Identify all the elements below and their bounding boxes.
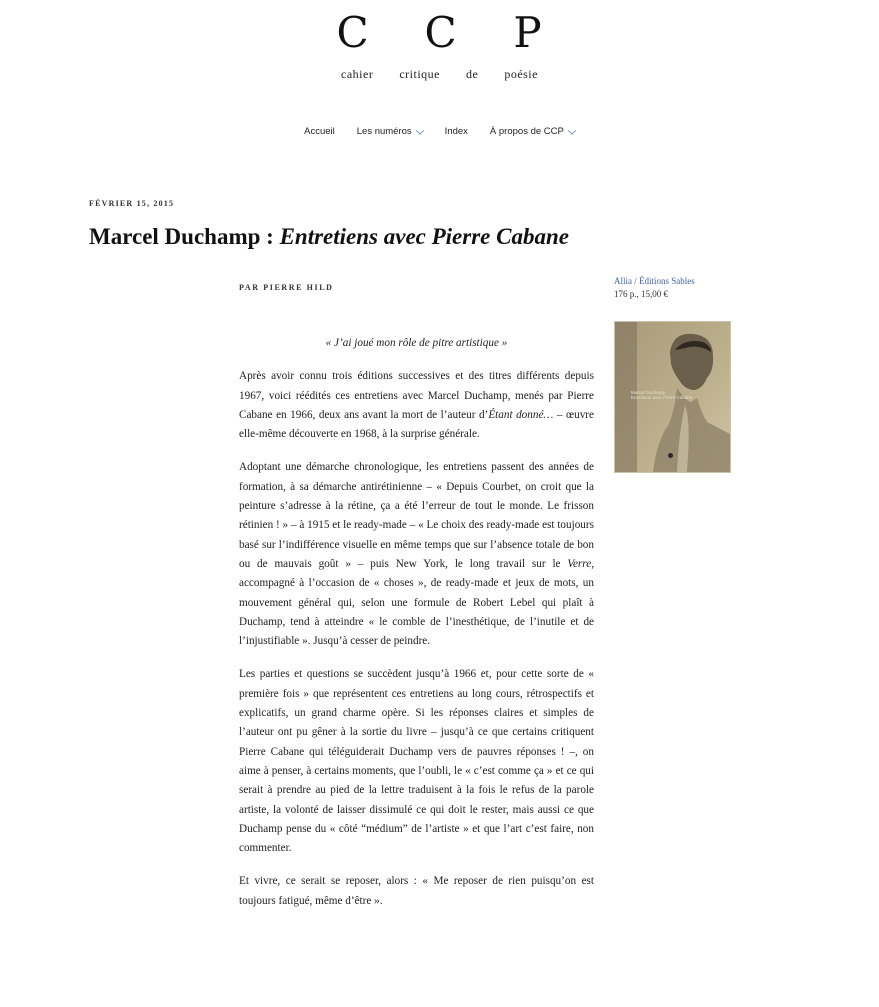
post-title-italic: Entretiens avec Pierre Cabane xyxy=(279,224,569,249)
nav-item-les-numeros[interactable] xyxy=(357,126,423,137)
chevron-down-icon xyxy=(415,126,423,134)
paragraph-text: – œuvre elle-même découverte en 1968, à la surprise générale. xyxy=(239,408,594,441)
cover-caption-line: Entretiens avec Pierre Cabane xyxy=(631,395,693,400)
post-paragraph xyxy=(239,367,594,444)
post-content xyxy=(239,334,594,925)
nav-item-index[interactable] xyxy=(445,126,468,137)
post-date[interactable]: FÉVRIER 15, 2015 xyxy=(89,199,175,208)
post-byline: PAR PIERRE HILD xyxy=(239,283,334,292)
cover-caption-line: Marcel Duchamp xyxy=(631,390,666,395)
cover-caption xyxy=(631,390,692,400)
book-cover-image xyxy=(614,321,731,473)
paragraph-text: Les parties et questions se succèdent jusqu’à 1966 et, pour cette sorte de « première fois » que représentent ces entretiens au long cours, rétrospectifs et explicatifs, un grand charme opère. Si les réponses claires et simples de l’auteur ont pu gêner à la sortie du livre – jusqu’à ce que certains critiquent Pierre Cabane qui téléguiderait Duchamp vers de pauvres réponses ! –, on aime à penser, à certains moments, que l’oubli, le « c’est comme ça » et ce qui serait à prendre au pied de la lettre traduisent à la fois le refus de la parole artiste, la volonté de laisser dissimulé ce qui doit le rester, mais aussi ce que Duchamp pense du « côté “médium” de l’artiste » et que l’art c’est faire, non commenter. xyxy=(239,668,594,855)
publisher-link[interactable]: Allia / Éditions Sables xyxy=(614,276,695,286)
paragraph-text: , accompagné à l’occasion de « choses », de ready-made et jeux de mots, un mouvement général qui, selon une formule de Robert Lebel qui plaît à Duchamp, tend à atteindre « le comble de l’inesthétique, de l’inutile et de l’injustifiable ». Jusqu’à cesser de peindre. xyxy=(239,557,594,648)
logo-letter-c2: C xyxy=(424,8,457,57)
site-tagline xyxy=(0,67,879,82)
book-info xyxy=(614,275,744,301)
tagline-word: cahier xyxy=(341,67,374,81)
paragraph-text: Et vivre, ce serait se reposer, alors : « Me reposer de rien puisqu’on est toujours fatigué, même d’être ». xyxy=(239,875,594,907)
nav-label: À propos de CCP xyxy=(489,126,564,137)
nav-label: Index xyxy=(444,126,468,137)
paragraph-text: Adoptant une démarche chronologique, les entretiens passent des années de formation, à sa démarche antirétinienne – « Depuis Courbet, on croit que la peinture s’adresse à la rétine, ça a été l’erreur de tout le monde. Le frisson rétinien ! » – à 1915 et le ready-made – « Le choix des ready-made est toujours basé sur l’indifférence visuelle en même temps que sur l’absence totale de bon ou de mauvais goût » – puis New York, le long travail sur le xyxy=(239,461,594,570)
post-title-plain: Marcel Duchamp : xyxy=(89,224,280,249)
site-logo[interactable] xyxy=(0,8,879,82)
nav-label: Accueil xyxy=(304,126,335,137)
tagline-word: critique xyxy=(399,67,440,81)
post-title xyxy=(89,224,569,250)
nav-item-accueil[interactable] xyxy=(304,126,335,137)
logo-letters xyxy=(0,8,879,57)
post-paragraph xyxy=(239,458,594,651)
nav-label: Les numéros xyxy=(356,126,412,137)
logo-letter-c1: C xyxy=(336,8,369,57)
post-paragraph xyxy=(239,872,594,911)
chevron-down-icon xyxy=(568,126,576,134)
post-epigraph: « J’ai joué mon rôle de pitre artistique » xyxy=(325,337,508,349)
paragraph-italic: Verre xyxy=(567,557,592,570)
book-details: 176 p., 15,00 € xyxy=(614,289,668,299)
paragraph-text: Après avoir connu trois éditions successives et des titres différents depuis 1967, voici réédités ces entretiens avec Marcel Duchamp, menés par Pierre Cabane en 1966, deux ans avant la mort de l’auteur d’ xyxy=(239,370,594,421)
logo-letter-p: P xyxy=(513,8,542,57)
paragraph-italic: Étant donné… xyxy=(488,408,554,421)
post-paragraph xyxy=(239,665,594,858)
main-navigation xyxy=(0,126,879,137)
tagline-word: poésie xyxy=(504,67,538,81)
publisher-logo-icon xyxy=(668,453,673,458)
nav-item-a-propos[interactable] xyxy=(490,126,575,137)
tagline-word: de xyxy=(465,67,479,81)
